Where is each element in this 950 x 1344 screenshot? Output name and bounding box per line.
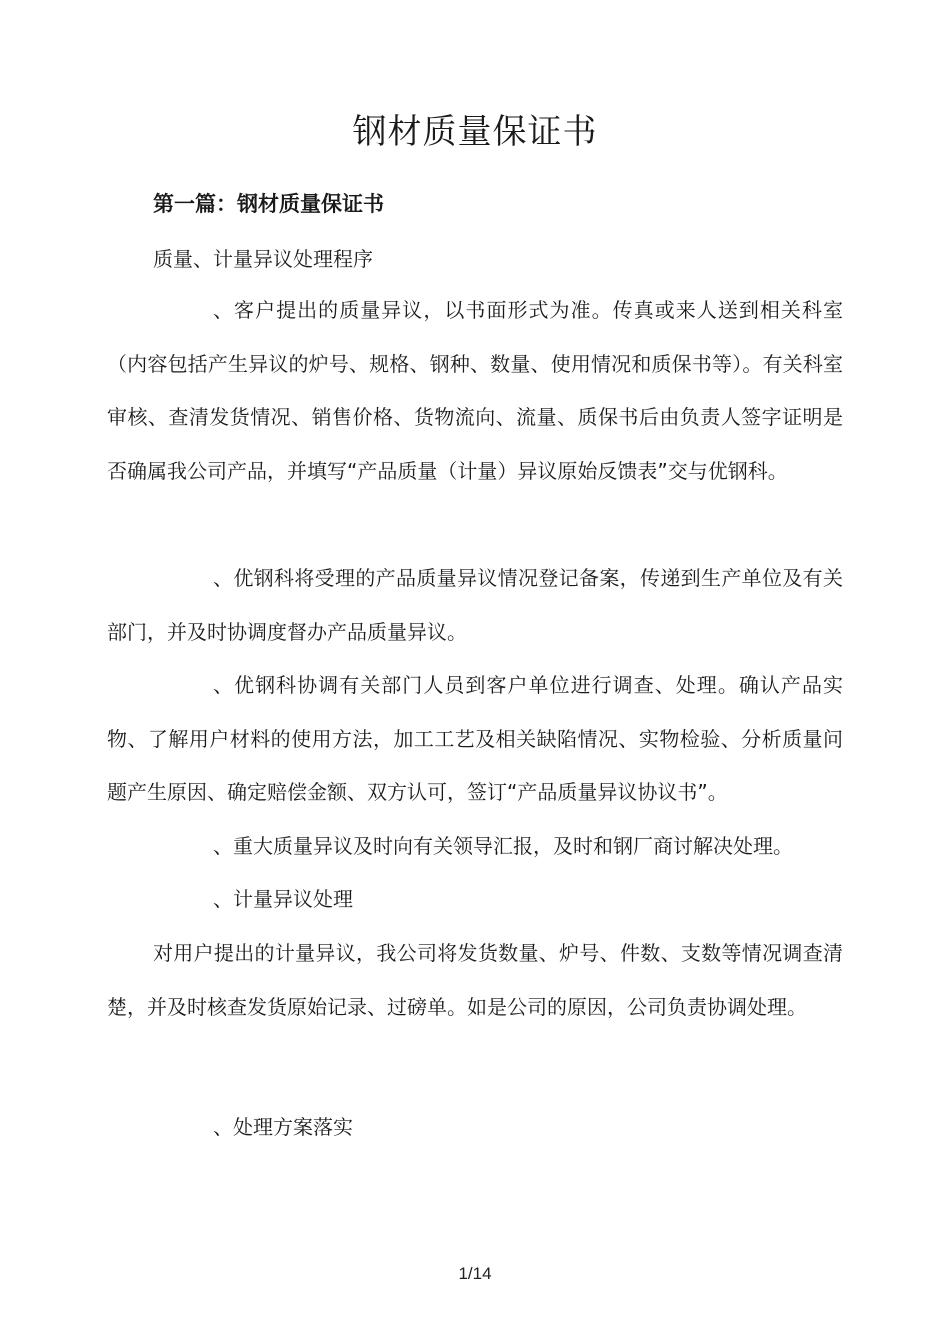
- subheading: 质量、计量异议处理程序: [153, 247, 373, 271]
- paragraph-measurement-heading: 、计量异议处理: [213, 887, 353, 911]
- page-number: 1/14: [458, 1264, 492, 1283]
- paragraph-plan-implementation: 、处理方案落实: [213, 1115, 353, 1139]
- section-heading: 第一篇：钢材质量保证书: [153, 192, 384, 216]
- paragraph-customer-objection: 、客户提出的质量异议，以书面形式为准。传真或来人送到相关科室（内容包括产生异议的炉号、规格、钢种、数量、使用情况和质保书等）。有关科室审核、查清发货情况、销售价格、货物流向、流量、质保书后由负责人签字证明是否确属我公司产品，并填写“产品质量（计量）异议原始反馈表”交与优钢科。: [107, 298, 843, 483]
- paragraph-registration: 、优钢科将受理的产品质量异议情况登记备案，传递到生产单位及有关部门，并及时协调度督办产品质量异议。: [107, 566, 843, 644]
- paragraph-major-objection: 、重大质量异议及时向有关领导汇报，及时和钢厂商讨解决处理。: [213, 834, 793, 858]
- paragraph-investigation: 、优钢科协调有关部门人员到客户单位进行调查、处理。确认产品实物、了解用户材料的使用方法，加工工艺及相关缺陷情况、实物检验、分析质量问题产生原因、确定赔偿金额、双方认可，签订“产品质量异议协议书”。: [107, 673, 843, 804]
- paragraph-measurement-handling: 对用户提出的计量异议，我公司将发货数量、炉号、件数、支数等情况调查清楚，并及时核查发货原始记录、过磅单。如是公司的原因，公司负责协调处理。: [107, 941, 843, 1019]
- document-title: 钢材质量保证书: [352, 112, 598, 152]
